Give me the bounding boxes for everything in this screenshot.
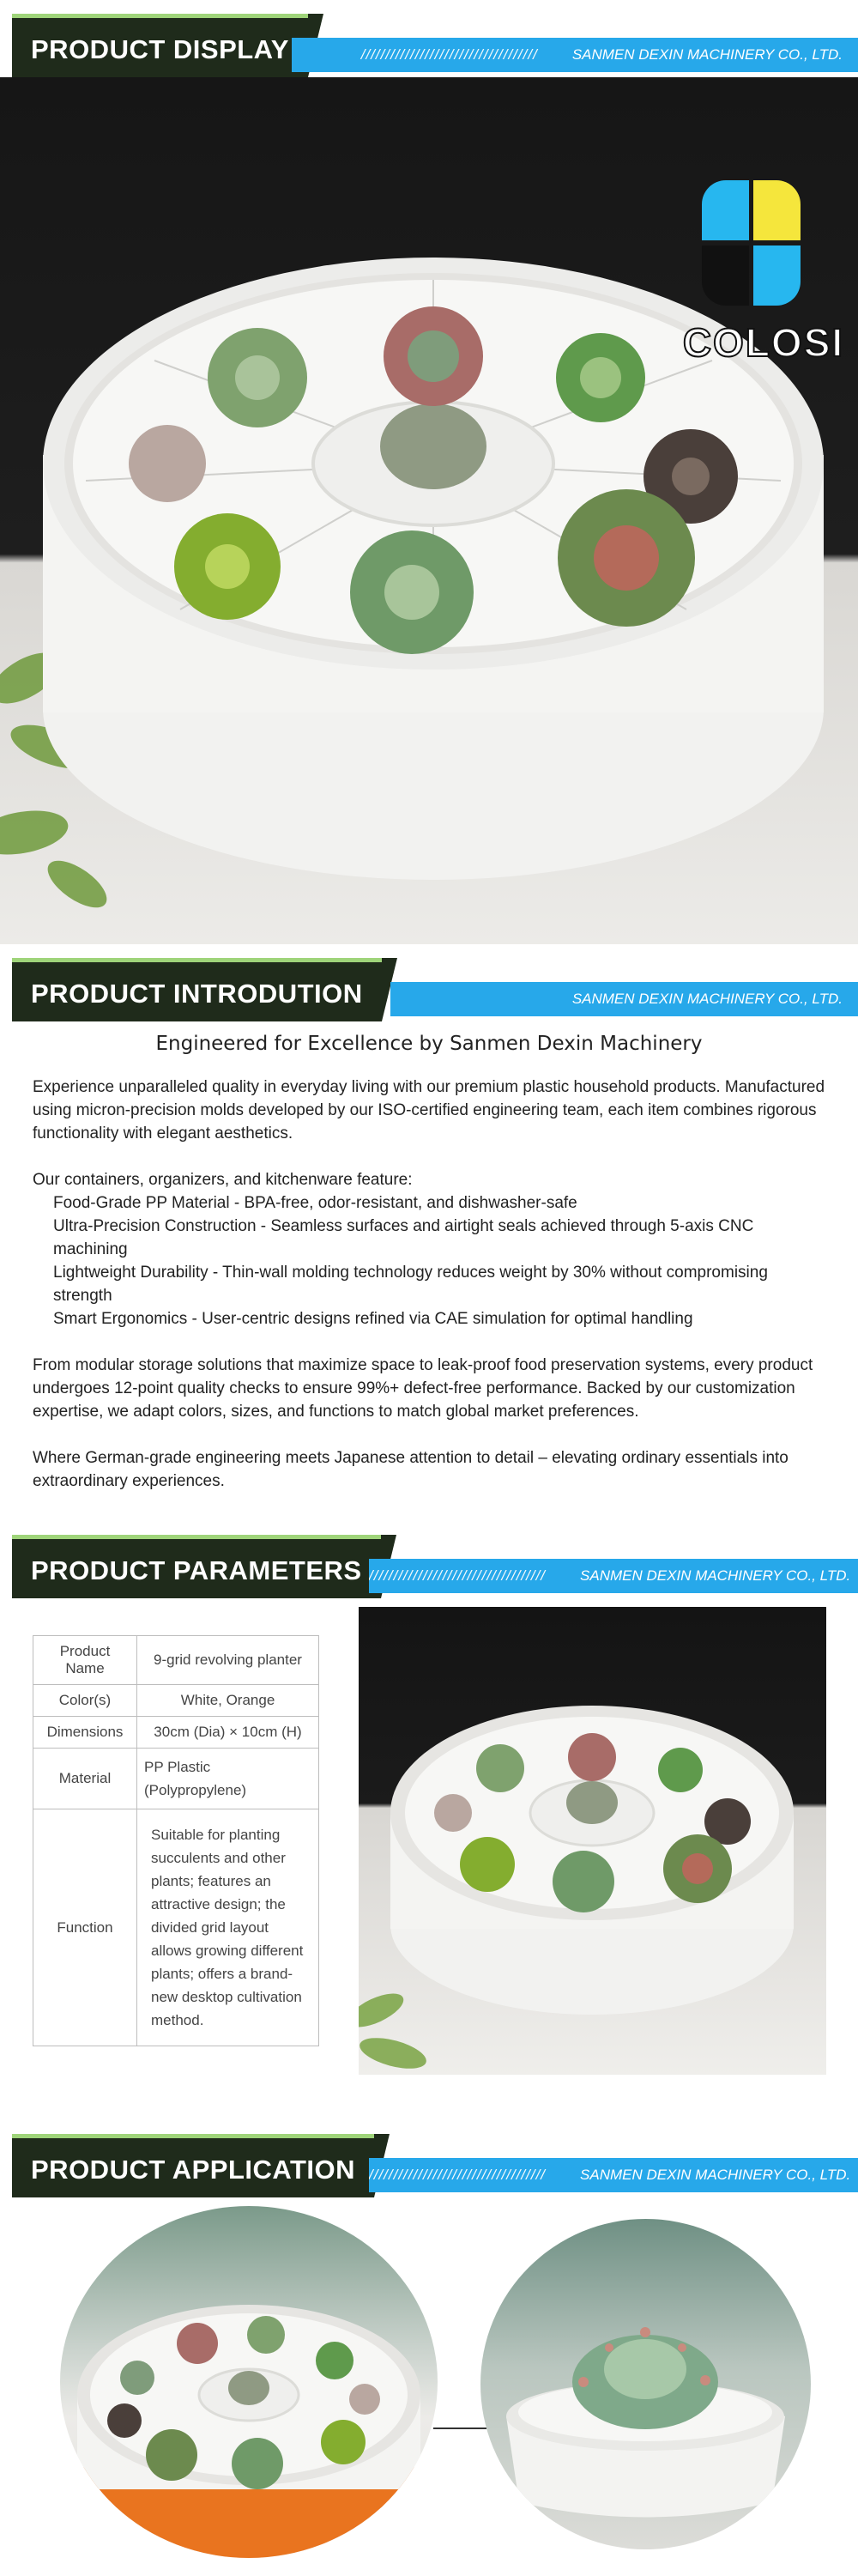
succulent-closeup-image — [480, 2219, 811, 2549]
section-title: PRODUCT DISPLAY — [12, 14, 308, 77]
param-key: Color(s) — [33, 1685, 137, 1717]
param-value: 30cm (Dia) × 10cm (H) — [137, 1717, 319, 1749]
logo-block-blue-1 — [702, 180, 749, 240]
logo-text: COLOSI — [682, 320, 845, 365]
table-row — [33, 1717, 319, 1749]
company-strip — [292, 38, 858, 72]
planter-image — [359, 1607, 826, 2075]
table-row — [33, 1809, 319, 2046]
params-header — [0, 1521, 858, 1598]
company-name: SANMEN DEXIN MACHINERY CO., LTD. — [571, 46, 843, 63]
param-value: 9-grid revolving planter — [137, 1636, 319, 1685]
params-photo — [359, 1607, 826, 2075]
section-title: PRODUCT APPLICATION — [12, 2134, 374, 2197]
param-key: Function — [33, 1809, 137, 2046]
feature-item: Ultra-Precision Construction - Seamless surfaces and airtight seals achieved through 5-axis CNC machining — [53, 1217, 754, 1258]
strip-slashes: //////////////////////////////////// — [360, 46, 538, 63]
display-header — [0, 0, 858, 77]
company-name: SANMEN DEXIN MACHINERY CO., LTD. — [571, 991, 843, 1007]
param-value: Suitable for planting succulents and other plants; features an attractive design; the divided grid layout allows growing different plants; offers a brand-new desktop cultivation method. — [137, 1809, 319, 2046]
intro-heading: Engineered for Excellence by Sanmen Dexin Machinery — [155, 1033, 703, 1055]
intro-paragraph-3: Where German-grade engineering meets Japanese attention to detail – elevating ordinary essentials into extraordinary experiences. — [33, 1449, 789, 1490]
param-key: Dimensions — [33, 1717, 137, 1749]
section-title: PRODUCT INTRODUTION — [12, 958, 382, 1021]
table-row — [33, 1636, 319, 1685]
param-value: White, Orange — [137, 1685, 319, 1717]
parameters-table — [33, 1635, 319, 2046]
application-photo-full — [60, 2206, 438, 2558]
company-strip — [390, 982, 858, 1016]
param-key: Product Name — [33, 1636, 137, 1685]
application-photo-detail — [480, 2219, 811, 2549]
company-strip — [369, 1559, 858, 1593]
features-intro: Our containers, organizers, and kitchenware feature: — [33, 1171, 413, 1189]
colosi-logo — [678, 180, 849, 378]
intro-header — [0, 944, 858, 1021]
planter-image — [60, 2206, 438, 2558]
strip-slashes: //////////////////////////////////// — [369, 1567, 547, 1584]
logo-block-black — [702, 245, 749, 306]
company-name: SANMEN DEXIN MACHINERY CO., LTD. — [580, 2167, 851, 2183]
logo-block-yellow — [753, 180, 801, 240]
logo-block-blue-2 — [753, 245, 801, 306]
table-row — [33, 1685, 319, 1717]
application-header — [0, 2120, 858, 2197]
feature-item: Lightweight Durability - Thin-wall molding technology reduces weight by 30% without compromising strength — [53, 1264, 768, 1305]
intro-paragraph-1: Experience unparalleled quality in everyday living with our premium plastic household products. Manufactured using micron-precision molds developed by our ISO-certified engineering team, each item combines rigorous functionality with elegant aesthetics. — [33, 1078, 825, 1143]
strip-slashes: //////////////////////////////////// — [369, 2167, 547, 2183]
param-key: Material — [33, 1749, 137, 1809]
company-name: SANMEN DEXIN MACHINERY CO., LTD. — [580, 1567, 851, 1584]
param-value: PP Plastic (Polypropylene) — [137, 1749, 319, 1809]
table-row — [33, 1749, 319, 1809]
intro-body — [33, 1076, 831, 1516]
zoom-connector-line — [433, 2428, 486, 2429]
hero-photo — [0, 77, 858, 944]
feature-item: Food-Grade PP Material - BPA-free, odor-resistant, and dishwasher-safe — [53, 1194, 577, 1212]
section-title: PRODUCT PARAMETERS — [12, 1535, 381, 1598]
intro-paragraph-2: From modular storage solutions that maximize space to leak-proof food preservation systems, every product undergoes 12-point quality checks to ensure 99%+ defect-free performance. Backed by our customization expertise, we adapt colors, sizes, and functions to match global market preferences. — [33, 1356, 813, 1421]
feature-item: Smart Ergonomics - User-centric designs refined via CAE simulation for optimal handling — [53, 1310, 693, 1328]
company-strip — [369, 2158, 858, 2192]
